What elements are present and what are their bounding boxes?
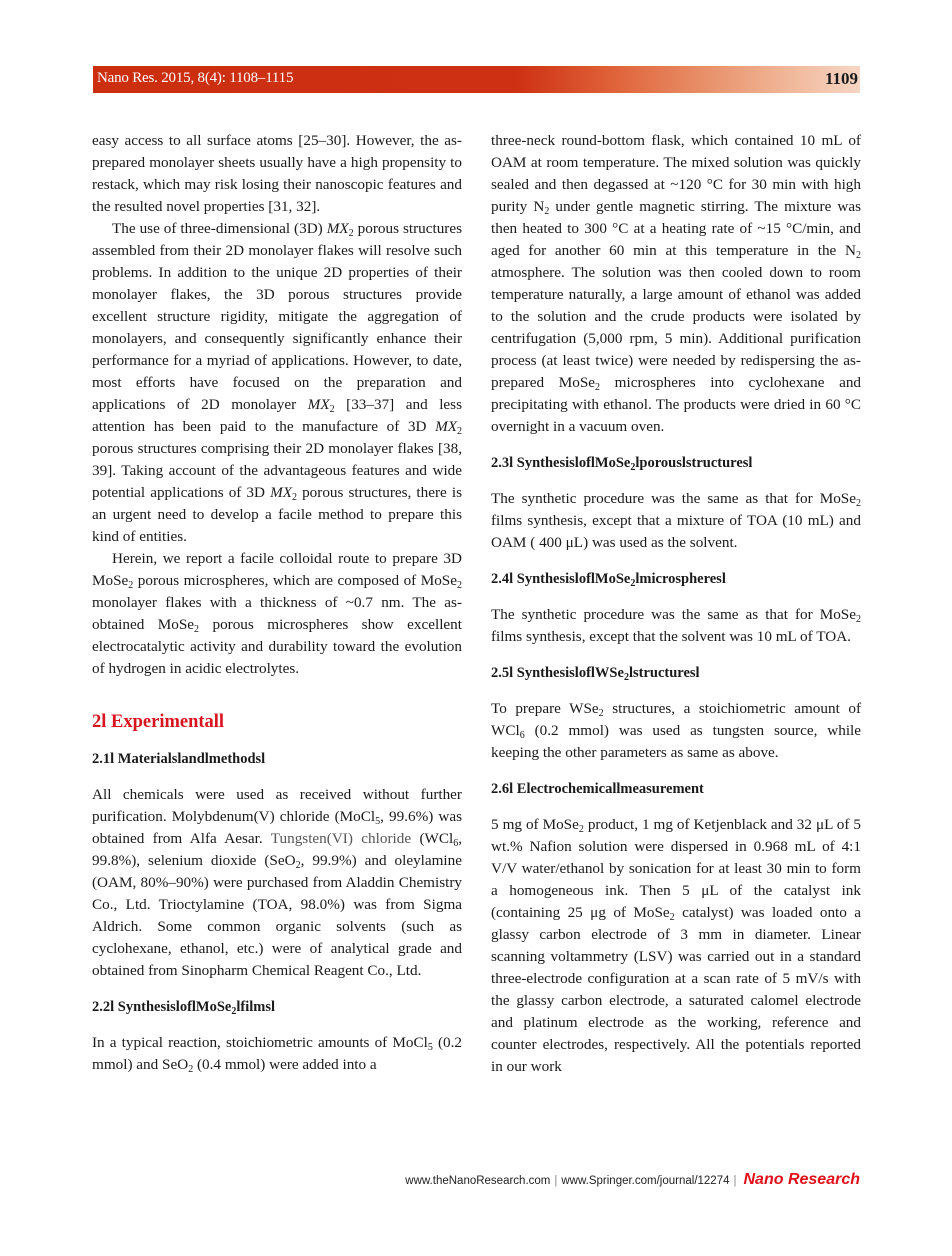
paragraph-electrochemical: 5 mg of MoSe$_2$ product, 1 mg of Ketjenblack and 32 μL of 5 wt.% Nafion solution were dispersed in 0.968 mL of 4:1 V/V water/ethanol by sonication for at least 30 min to form a homogeneous ink. Then 5 μL of the catalyst ink (containing 25 μg of MoSe$_2$ catalyst) was loaded onto a glassy carbon electrode of 3 mm in diameter. Linear scanning voltammetry (LSV) was carried out in a standard three-electrode configuration at a scan rate of 5 mV/s with the glassy carbon electrode, a saturated calomel electrode and platinum electrode as the working, reference and counter electrodes, respectively. All the potentials reported in our work [491,816,862,1075]
left-column [92,130,462,1076]
page-footer [405,1171,860,1189]
paragraph-synthesis-continued: three-neck round-bottom flask, which contained 10 mL of OAM at room temperature. The mixed solution was quickly sealed and then degassed at ~120 °C for 30 min with high purity $N_2$ under gentle magnetic stirring. The mixture was then heated to 300 °C at a heating rate of ~15 °C/min, and aged for another 60 min at this temperature in the $N_2$ atmosphere. The solution was then cooled down to room temperature naturally, a large amount of ethanol was added to the solution and the crude products were isolated by centrifugation (5,000 rpm, 5 min). Additional purification process (at least twice) were needed by redispersing the as-prepared MoSe$_2$ microspheres into cyclohexane and precipitating with ethanol. The products were dried in 60 °C overnight in a vacuum oven. [491,132,862,435]
subsection-heading-2-4: 2.4l SynthesisloflMoSe$_2$lmicrospheresl [491,571,726,589]
journal-citation: Nano Res. 2015, 8(4): 1108–1115 [97,70,294,86]
footer-link-nanoresearch[interactable]: www.theNanoResearch.com [405,1175,551,1187]
subsection-heading-2-5: 2.5l SynthesisloflWSe$_2$lstructuresl [491,665,700,683]
paragraph-microspheres: The synthetic procedure was the same as that for MoSe$_2$ films synthesis, except that the solvent was 10 mL of TOA. [491,606,861,645]
section-heading-experimental: 2l Experimentall [92,712,225,732]
running-header-bar [93,66,860,93]
paragraph-intro-continued: easy access to all surface atoms [25–30]. However, the as-prepared monolayer sheets usually have a high propensity to restack, which may risk losing their nanoscopic features and the resulted novel properties [31, 32]. [92,132,462,215]
paragraph-materials: All chemicals were used as received without further purification. Molybdenum(V) chloride (MoCl$_5$, 99.6%) was obtained from Alfa Aesar. Tungsten(VI) chloride (WCl$_6$, 99.8%), selenium dioxide (SeO$_2$, 99.9%) and oleylamine (OAM, 80%–90%) were purchased from Aladdin Chemistry Co., Ltd. Trioctylamine (TOA, 98.0%) was from Sigma Aldrich. Some common organic solvents (such as cyclohexane, ethanol, etc.) were of analytical grade and obtained from Sinopharm Chemical Reagent Co., Ltd. [92,786,462,979]
subsection-heading-2-1: 2.1l Materialslandlmethodsl [92,751,266,767]
paragraph-3d-structures: The use of three-dimensional (3D) $MX_2$ porous structures assembled from their 2D monolayer flakes will resolve such problems. In addition to the unique 2D properties of their monolayer flakes, the 3D porous structures provide excellent structure rigidity, mitigate the aggregation of monolayers, and consequently significantly enhance their performance for a myriad of applications. However, to date, most efforts have focused on the preparation and applications of 2D monolayer $MX_2$ [33–37] and less attention has been paid to the manufacture of 3D $MX_2$ porous structures comprising their 2D monolayer flakes [38, 39]. Taking account of the advantageous features and wide potential applications of 3D $MX_2$ porous structures, there is an urgent need to develop a facile method to prepare this kind of entities. [92,220,462,545]
paragraph-synthesis-films: In a typical reaction, stoichiometric amounts of MoCl$_5$ (0.2 mmol) and SeO$_2$ (0.4 mmol) were added into a [92,1034,463,1075]
subsection-heading-2-3: 2.3l SynthesisloflMoSe$_2$lporouslstructuresl [491,455,753,473]
paragraph-porous-structures: The synthetic procedure was the same as that for MoSe$_2$ films synthesis, except that a mixture of TOA (10 mL) and OAM ( 400 μL) was used as the solvent. [491,490,861,551]
subsection-heading-2-6: 2.6l Electrochemicallmeasurement [491,781,704,797]
paragraph-herein: Herein, we report a facile colloidal route to prepare 3D MoSe$_2$ porous microspheres, which are composed of MoSe$_2$ monolayer flakes with a thickness of ~0.7 nm. The as-obtained MoSe$_2$ porous microspheres show excellent electrocatalytic activity and durability toward the evolution of hydrogen in acidic electrolytes. [92,550,462,677]
journal-brand-logo: Nano Research [743,1171,860,1188]
footer-link-springer[interactable]: www.Springer.com/journal/12274 [561,1175,730,1187]
paragraph-wse2-structures: To prepare WSe$_2$ structures, a stoichiometric amount of WCl$_6$ (0.2 mmol) was used as tungsten source, while keeping the other parameters as same as above. [491,700,861,761]
footer-separator: | [554,1175,558,1187]
right-column [491,130,861,1078]
footer-separator: | [733,1175,737,1187]
tungsten-chloride-text: Tungsten(VI) chloride [270,830,412,847]
subsection-heading-2-2: 2.2l SynthesisloflMoSe$_2$lfilmsl [92,999,276,1017]
page-number: 1109 [824,69,858,88]
